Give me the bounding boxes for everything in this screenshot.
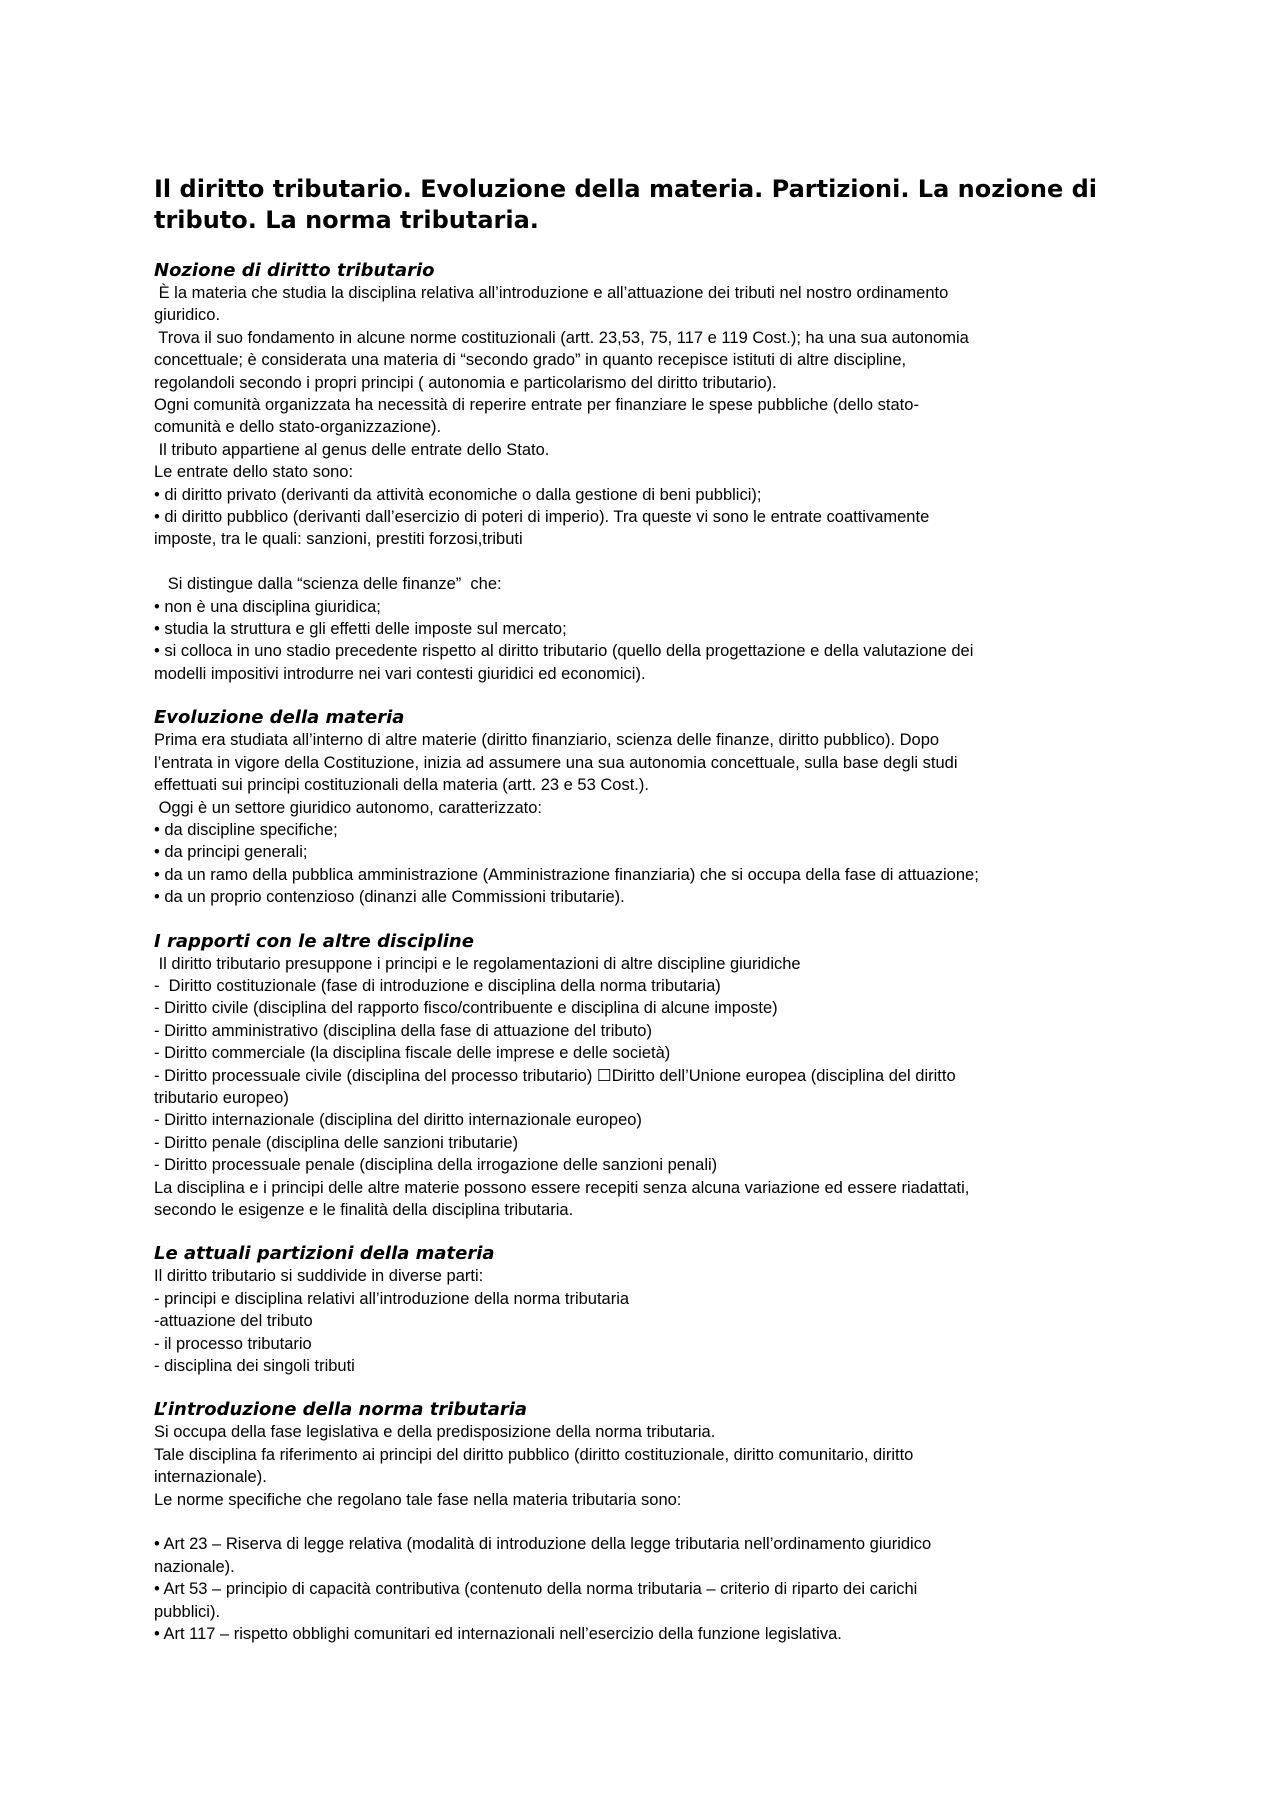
paragraph-line: È la materia che studia la disciplina relativa all’introduzione e all’attuazione dei tributi nel nostro ordinamento xyxy=(154,284,949,302)
section-heading: L’introduzione della norma tributaria xyxy=(154,1399,528,1421)
paragraph-line: Si occupa della fase legislativa e della predisposizione della norma tributaria. xyxy=(154,1423,716,1442)
document-body xyxy=(154,260,1134,1646)
paragraph-line: - principi e disciplina relativi all’introduzione della norma tributaria xyxy=(154,1289,630,1308)
blank-line xyxy=(154,551,1134,573)
paragraph-line: • da discipline specifiche; xyxy=(154,820,338,839)
paragraph-line: giuridico. xyxy=(154,306,221,325)
paragraph-line: - Diritto processuale civile (disciplina del processo tributario) ☐Diritto dell’Unione europea (disciplina del diritto xyxy=(154,1066,956,1085)
paragraph-line: • da principi generali; xyxy=(154,843,308,862)
paragraph-line: Si distingue dalla “scienza delle finanze” che: xyxy=(154,575,502,594)
section-heading: Evoluzione della materia xyxy=(154,707,405,729)
paragraph-line: - Diritto penale (disciplina delle sanzioni tributarie) xyxy=(154,1133,519,1152)
paragraph-line: - Diritto internazionale (disciplina del diritto internazionale europeo) xyxy=(154,1111,642,1130)
paragraph-line: • Art 117 – rispetto obblighi comunitari ed internazionali nell’esercizio della funzione legislativa. xyxy=(154,1625,842,1644)
paragraph-line: • studia la struttura e gli effetti delle imposte sul mercato; xyxy=(154,620,567,639)
paragraph-line: - Diritto amministrativo (disciplina della fase di attuazione del tributo) xyxy=(154,1021,652,1040)
section xyxy=(154,931,1134,1222)
paragraph-line: Il diritto tributario si suddivide in diverse parti: xyxy=(154,1267,484,1286)
paragraph-line: • di diritto pubblico (derivanti dall’esercizio di poteri di imperio). Tra queste vi sono le entrate coattivamente xyxy=(154,508,930,527)
paragraph-line: - Diritto commerciale (la disciplina fiscale delle imprese e delle società) xyxy=(154,1044,671,1063)
paragraph-line: pubblici). xyxy=(154,1602,221,1621)
paragraph-line: regolandoli secondo i propri principi ( autonomia e particolarismo del diritto tributario). xyxy=(154,373,777,392)
paragraph-line: secondo le esigenze e le finalità della disciplina tributaria. xyxy=(154,1201,574,1220)
paragraph-line: La disciplina e i principi delle altre materie possono essere recepiti senza alcuna variazione ed essere riadattati, xyxy=(154,1178,970,1197)
paragraph-line: internazionale). xyxy=(154,1468,267,1487)
paragraph-line: Le norme specifiche che regolano tale fase nella materia tributaria sono: xyxy=(154,1490,682,1509)
section xyxy=(154,707,1134,908)
paragraph-line: • da un ramo della pubblica amministrazione (Amministrazione finanziaria) che si occupa della fase di attuazione; xyxy=(154,865,979,884)
paragraph-line: -attuazione del tributo xyxy=(154,1312,313,1331)
section-heading: I rapporti con le altre discipline xyxy=(154,930,474,952)
blank-line xyxy=(154,1511,1134,1533)
section xyxy=(154,1243,1134,1377)
paragraph-line: Il tributo appartiene al genus delle entrate dello Stato. xyxy=(154,440,550,459)
paragraph-line: - Diritto civile (disciplina del rapporto fisco/contribuente e disciplina di alcune imposte) xyxy=(154,999,778,1018)
paragraph-line: - Diritto costituzionale (fase di introduzione e disciplina della norma tributaria) xyxy=(154,976,721,995)
paragraph-line: • da un proprio contenzioso (dinanzi alle Commissioni tributarie). xyxy=(154,888,625,907)
paragraph-line: nazionale). xyxy=(154,1557,235,1576)
section xyxy=(154,1399,1134,1645)
section-heading: Nozione di diritto tributario xyxy=(154,260,435,281)
paragraph-line: • Art 53 – principio di capacità contributiva (contenuto della norma tributaria – criterio di riparto dei carichi xyxy=(154,1580,918,1599)
document-page xyxy=(154,174,1134,1668)
paragraph-line: Le entrate dello stato sono: xyxy=(154,463,354,482)
section xyxy=(154,260,1134,685)
paragraph-line: • di diritto privato (derivanti da attività economiche o dalla gestione di beni pubblici); xyxy=(154,485,762,504)
paragraph-line: comunità e dello stato-organizzazione). xyxy=(154,418,442,437)
paragraph-line: • si colloca in uno stadio precedente rispetto al diritto tributario (quello della progettazione e della valutazione dei xyxy=(154,642,974,661)
paragraph-line: • non è una disciplina giuridica; xyxy=(154,597,381,616)
paragraph-line: l’entrata in vigore della Costituzione, inizia ad assumere una sua autonomia concettuale, sulla base degli studi xyxy=(154,753,958,772)
paragraph-line: Oggi è un settore giuridico autonomo, caratterizzato: xyxy=(154,798,542,817)
section-heading: Le attuali partizioni della materia xyxy=(154,1243,495,1265)
title-line: tributo. La norma tributaria. xyxy=(154,206,539,234)
paragraph-line: modelli impositivi introdurre nei vari contesti giuridici ed economici). xyxy=(154,664,646,683)
paragraph-line: - disciplina dei singoli tributi xyxy=(154,1357,355,1376)
paragraph-line: • Art 23 – Riserva di legge relativa (modalità di introduzione della legge tributaria nell’ordinamento giuridico xyxy=(154,1535,932,1554)
paragraph-line: Prima era studiata all’interno di altre materie (diritto finanziario, scienza delle finanze, diritto pubblico). Dopo xyxy=(154,731,940,750)
paragraph-line: - Diritto processuale penale (disciplina della irrogazione delle sanzioni penali) xyxy=(154,1156,718,1175)
paragraph-line: effettuati sui principi costituzionali della materia (artt. 23 e 53 Cost.). xyxy=(154,776,649,795)
document-title xyxy=(154,174,1098,236)
paragraph-line: Ogni comunità organizzata ha necessità di reperire entrate per finanziare le spese pubbliche (dello stato- xyxy=(154,396,919,415)
paragraph-line: Tale disciplina fa riferimento ai principi del diritto pubblico (diritto costituzionale, diritto comunitario, diritto xyxy=(154,1445,914,1464)
paragraph-line: Trova il suo fondamento in alcune norme costituzionali (artt. 23,53, 75, 117 e 119 Cost.); ha una sua autonomia xyxy=(154,328,969,347)
paragraph-line: imposte, tra le quali: sanzioni, prestiti forzosi,tributi xyxy=(154,530,523,549)
paragraph-line: - il processo tributario xyxy=(154,1334,312,1353)
title-line: Il diritto tributario. Evoluzione della materia. Partizioni. La nozione di xyxy=(154,175,1098,203)
paragraph-line: Il diritto tributario presuppone i principi e le regolamentazioni di altre discipline giuridiche xyxy=(154,954,801,973)
paragraph-line: concettuale; è considerata una materia di “secondo grado” in quanto recepisce istituti di altre discipline, xyxy=(154,351,907,370)
paragraph-line: tributario europeo) xyxy=(154,1088,289,1107)
